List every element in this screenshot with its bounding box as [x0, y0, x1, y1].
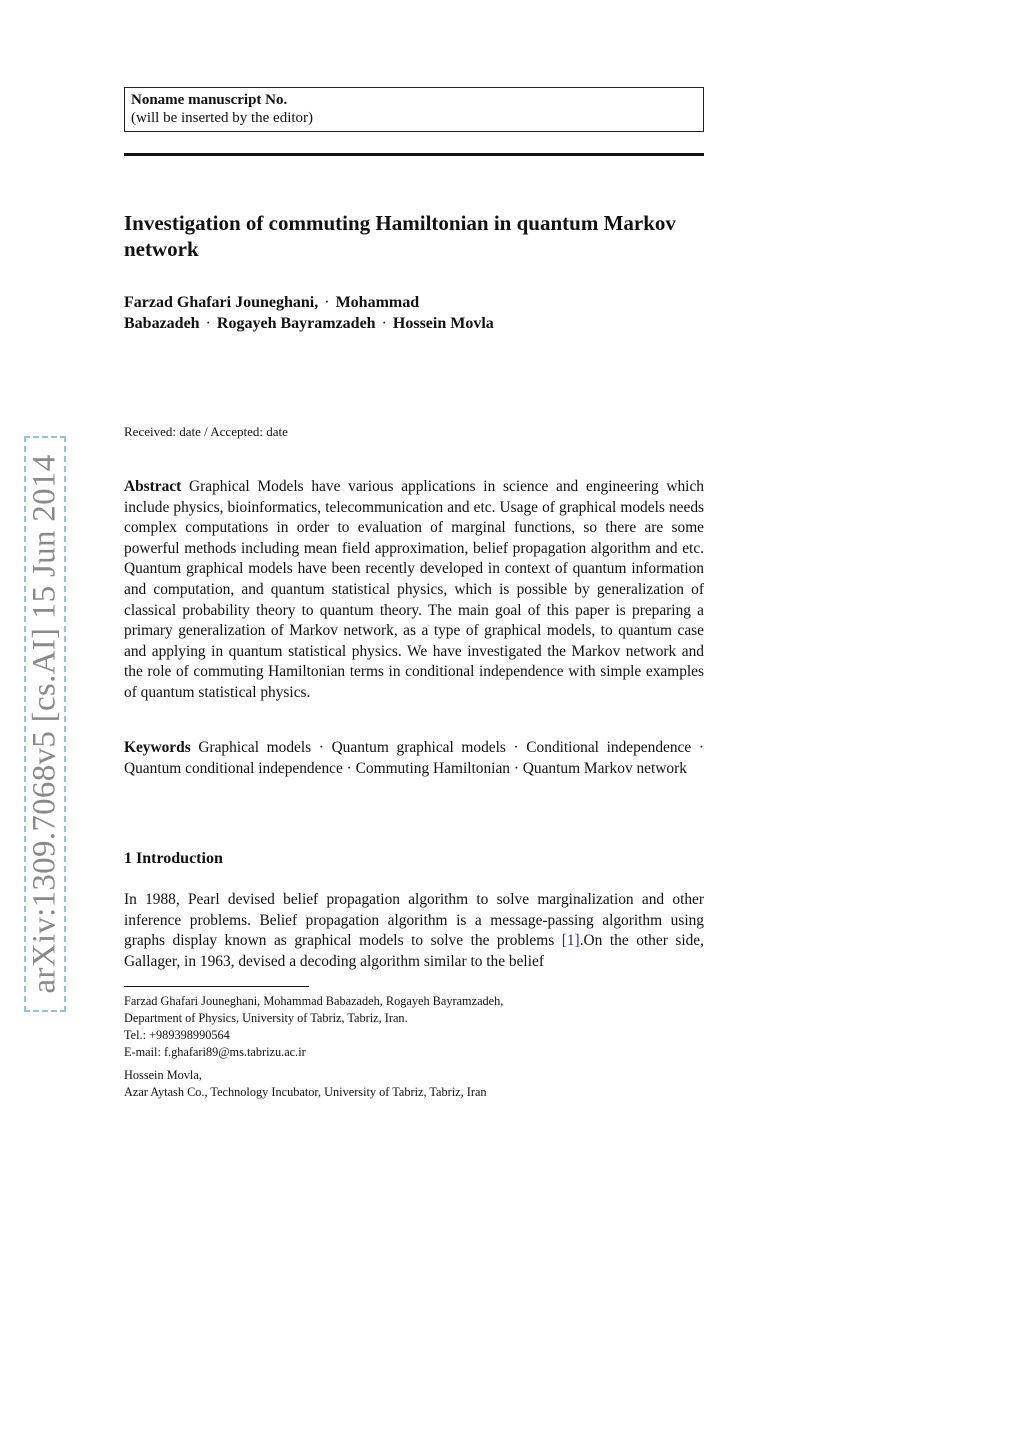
header-rule [124, 153, 704, 156]
section-heading-introduction: 1 Introduction [124, 850, 223, 867]
abstract-heading: Abstract [124, 478, 182, 495]
paper-title: Investigation of commuting Hamiltonian in quantum Markov network [124, 211, 676, 261]
editor-note: (will be inserted by the editor) [131, 110, 314, 126]
author-name: Rogayeh Bayramzadeh [216, 315, 376, 332]
keywords-text: Graphical models · Quantum graphical models · Conditional independence · Quantum conditional independence · Commuting Hamiltonian · Quantum Markov network [124, 739, 704, 777]
footnote-line: Farzad Ghafari Jouneghani, Mohammad Babazadeh, Rogayeh Bayramzadeh, [124, 994, 504, 1008]
keywords-heading: Keywords [124, 739, 191, 756]
footnote-affiliation-2 [124, 1067, 684, 1101]
footnote-line: Tel.: +989398990564 [124, 1028, 230, 1042]
intro-text-continued: .On the other side, Gallager, in 1963, devised a decoding algorithm similar to the belief [124, 932, 704, 970]
author-name: Hossein Movla [392, 315, 494, 332]
manuscript-header-box [124, 87, 704, 132]
author-separator: · [324, 294, 330, 311]
footnote-affiliation-1 [124, 993, 684, 1061]
footnote-rule [124, 986, 309, 987]
author-separator: · [205, 315, 211, 332]
intro-text: In 1988, Pearl devised belief propagation algorithm to solve marginalization and other inference problems. Belief propagation algorithm is a message-passing algorithm using graphs display known as graphical models to solve the problems [124, 891, 704, 950]
author-list [124, 292, 504, 334]
footnote-email: E-mail: f.ghafari89@ms.tabrizu.ac.ir [124, 1045, 306, 1059]
author-separator: · [381, 315, 387, 332]
author-name: Farzad Ghafari Jouneghani, [124, 294, 319, 311]
arxiv-identifier: arXiv:1309.7068v5 [cs.AI] 15 Jun 2014 [26, 454, 63, 994]
abstract-text: Graphical Models have various applications in science and engineering which include physics, bioinformatics, telecommunication and etc. Usage of graphical models needs complex computations in order to evaluation of marginal functions, so there are some powerful methods including mean field approximation, belief propagation algorithm and etc. Quantum graphical models have been recently developed in context of quantum information and computation, and quantum statistical physics, which is possible by generalization of classical probability theory to quantum theory. The main goal of this paper is preparing a primary generalization of Markov network, as a type of graphical models, to quantum case and applying in quantum statistical physics. We have investigated the Markov network and the role of commuting Hamiltonian terms in conditional independence with simple examples of quantum statistical physics. [124, 478, 704, 701]
manuscript-number-label: Noname manuscript No. [131, 92, 288, 108]
footnote-line: Azar Aytash Co., Technology Incubator, University of Tabriz, Tabriz, Iran [124, 1085, 487, 1099]
received-date: Received: date / Accepted: date [124, 424, 288, 439]
footnote-line: Hossein Movla, [124, 1068, 202, 1082]
introduction-paragraph [124, 890, 704, 972]
abstract [124, 477, 704, 704]
author-name: Mohammad Babazadeh [124, 294, 420, 332]
keywords [124, 738, 704, 779]
footnote-line: Department of Physics, University of Tabriz, Tabriz, Iran. [124, 1011, 408, 1025]
citation-link[interactable]: [1] [561, 932, 580, 950]
